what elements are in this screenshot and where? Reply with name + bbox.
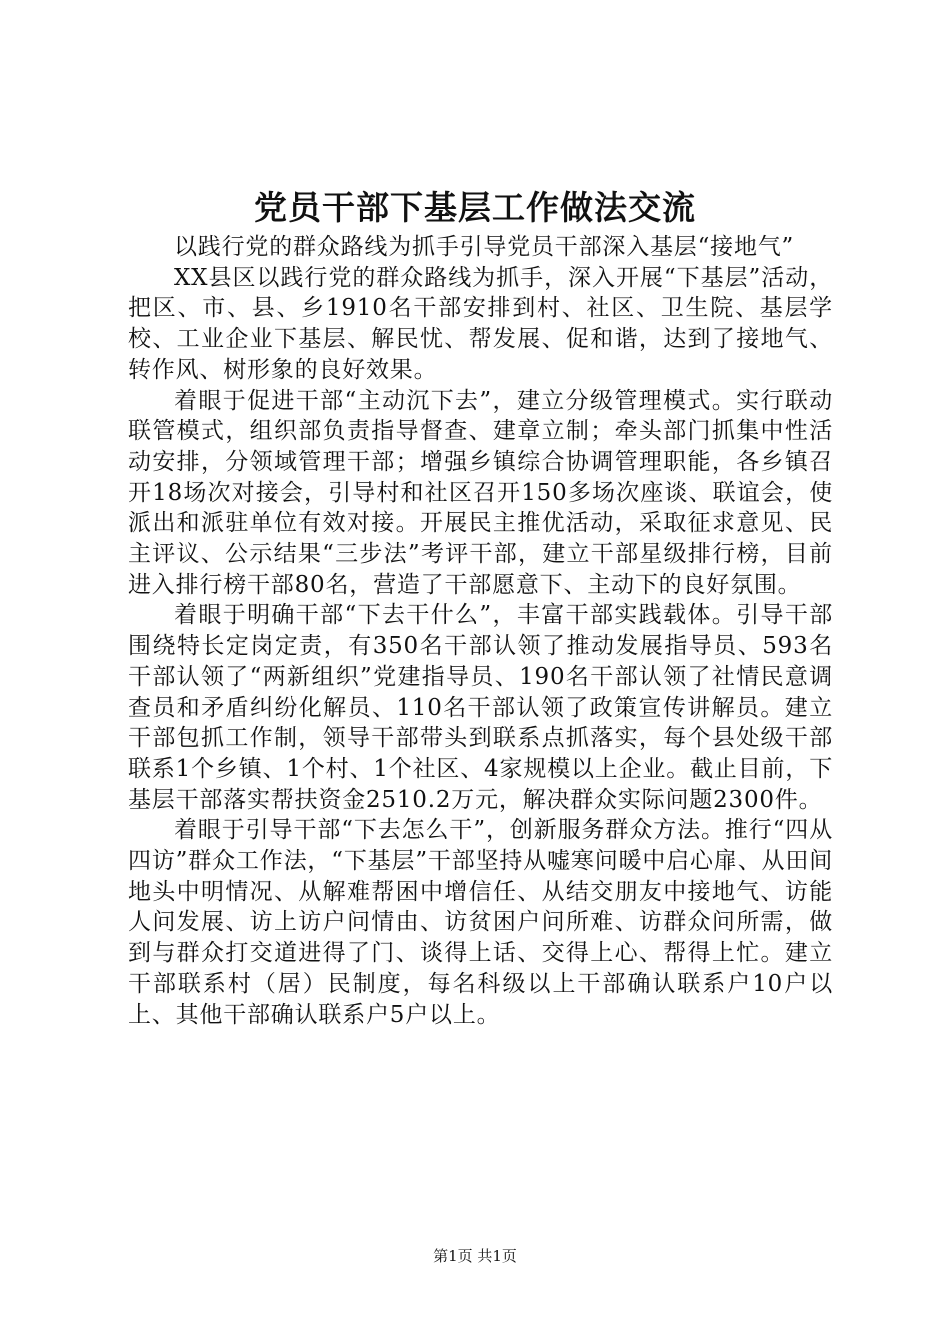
- page-footer: 第1页 共1页: [433, 1247, 517, 1265]
- body-paragraph: 着眼于促进干部“主动沉下去”，建立分级管理模式。实行联动联管模式，组织部负责指导督查、建章立制；牵头部门抓集中性活动安排，分领域管理干部；增强乡镇综合协调管理职能，各乡镇召开18场次对接会，引导村和社区召开150多场次座谈、联谊会，使派出和派驻单位有效对接。开展民主推优活动，采取征求意见、民主评议、公示结果“三步法”考评干部，建立干部星级排行榜，目前进入排行榜干部80名，营造了干部愿意下、主动下的良好氛围。: [128, 387, 833, 598]
- document-title: 党员干部下基层工作做法交流: [254, 188, 696, 227]
- document-body: [128, 232, 833, 1030]
- body-paragraph: 着眼于明确干部“下去干什么”，丰富干部实践载体。引导干部围绕特长定岗定责，有350名干部认领了推动发展指导员、593名干部认领了“两新组织”党建指导员、190名干部认领了社情民意调查员和矛盾纠纷化解员、110名干部认领了政策宣传讲解员。建立干部包抓工作制，领导干部带头到联系点抓落实，每个县处级干部联系1个乡镇、1个村、1个社区、4家规模以上企业。截止目前，下基层干部落实帮扶资金2510.2万元，解决群众实际问题2300件。: [128, 602, 833, 813]
- body-paragraph: XX县区以践行党的群众路线为抓手，深入开展“下基层”活动，把区、市、县、乡1910名干部安排到村、社区、卫生院、基层学校、工业企业下基层、解民忧、帮发展、促和谐，达到了接地气、转作风、树形象的良好效果。: [128, 264, 833, 383]
- subtitle-paragraph: 以践行党的群众路线为抓手引导党员干部深入基层“接地气”: [174, 234, 795, 260]
- body-paragraph: 着眼于引导干部“下去怎么干”，创新服务群众方法。推行“四从四访”群众工作法，“下基层”干部坚持从嘘寒问暖中启心扉、从田间地头中明情况、从解难帮困中增信任、从结交朋友中接地气、访能人问发展、访上访户问情由、访贫困户问所难、访群众问所需，做到与群众打交道进得了门、谈得上话、交得上心、帮得上忙。建立干部联系村（居）民制度，每名科级以上干部确认联系户10户以上、其他干部确认联系户5户以上。: [128, 817, 833, 1028]
